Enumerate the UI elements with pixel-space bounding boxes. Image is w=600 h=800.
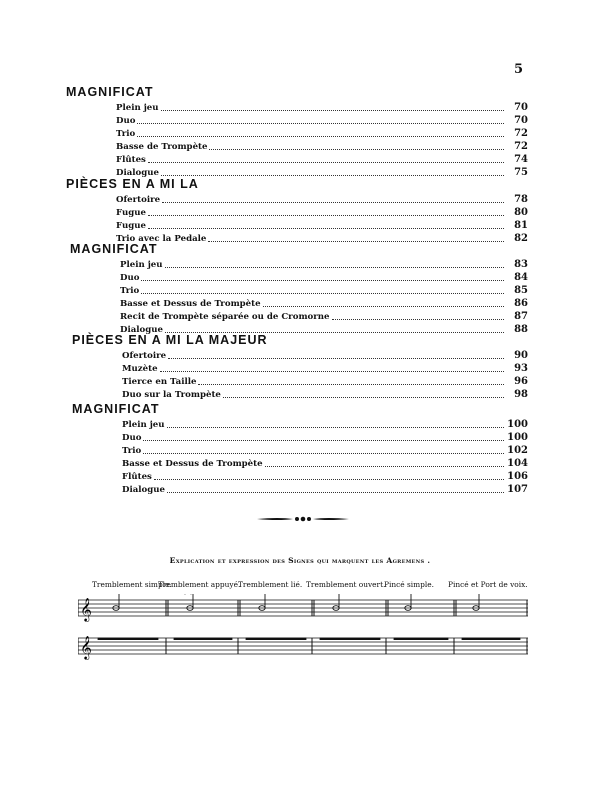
toc-entry: Basse et Dessus de Trompète 104: [122, 458, 528, 469]
section-heading: MAGNIFICAT: [66, 85, 154, 99]
ornament-label: Pincé simple.: [384, 580, 434, 589]
toc-entry: Ofertoire 90: [122, 350, 528, 361]
section-heading: MAGNIFICAT: [72, 402, 160, 416]
treble-clef-icon: 𝄞: [80, 635, 92, 659]
section-heading: PIÈCES EN A MI LA: [66, 177, 199, 191]
toc-entry: Fugue 81: [116, 220, 528, 231]
ornament-labels: [92, 580, 532, 592]
toc-entry: Dialogue 75: [116, 167, 528, 178]
toc-entry: Trio 102: [122, 445, 528, 456]
toc-entry: Duo 100: [122, 432, 528, 443]
toc-section-magnificat-1: [66, 85, 528, 178]
toc-entry: Plein jeu 83: [120, 259, 528, 270]
toc-entry: Trio 85: [120, 285, 528, 296]
ornament-label: Tremblement simple.: [92, 580, 172, 589]
toc-section-pieces-a-mi-la: [66, 177, 528, 244]
ornament-label: Tremblement appuyé.: [158, 580, 241, 589]
ornaments-explanation-title: Explication et expression des Signes qui marquent les Agremens .: [169, 556, 431, 565]
ornament-label: Tremblement ouvert.: [306, 580, 386, 589]
toc-entry: Basse et Dessus de Trompète 86: [120, 298, 528, 309]
toc-entry: Plein jeu 100: [122, 419, 528, 430]
toc-entry: Fugue 80: [116, 207, 528, 218]
toc-entry: Flûtes 74: [116, 154, 528, 165]
toc-entry: Dialogue 88: [120, 324, 528, 335]
toc-entry: Plein jeu 70: [116, 102, 528, 113]
toc-entry: Flûtes 106: [122, 471, 528, 482]
toc-section-pieces-a-mi-la-majeur: [72, 333, 528, 400]
ornament-label: Pincé et Port de voix.: [448, 580, 528, 589]
toc-section-magnificat-3: [72, 402, 528, 495]
toc-entry: Recit de Trompète séparée ou de Cromorne 87: [120, 311, 528, 322]
toc-entry: Duo 70: [116, 115, 528, 126]
toc-entry: Tierce en Taille 96: [122, 376, 528, 387]
toc-entry: Duo sur la Trompète 98: [122, 389, 528, 400]
toc-section-magnificat-2: [70, 242, 528, 335]
section-heading: PIÈCES EN A MI LA MAJEUR: [72, 333, 268, 347]
ornament-label: Tremblement lié.: [238, 580, 303, 589]
treble-clef-icon: 𝄞: [80, 597, 92, 621]
toc-entry: Basse de Trompète 72: [116, 141, 528, 152]
toc-entry: Trio avec la Pedale 82: [116, 233, 528, 244]
toc-entry: Ofertoire 78: [116, 194, 528, 205]
ornament-divider-icon: [255, 514, 351, 524]
toc-entry: Duo 84: [120, 272, 528, 283]
page-number: 5: [514, 62, 524, 77]
toc-entry: Muzète 93: [122, 363, 528, 374]
section-heading: MAGNIFICAT: [70, 242, 158, 256]
toc-entry: Dialogue 107: [122, 484, 528, 495]
ornament-music-notation: [78, 594, 528, 664]
toc-entry: Trio 72: [116, 128, 528, 139]
